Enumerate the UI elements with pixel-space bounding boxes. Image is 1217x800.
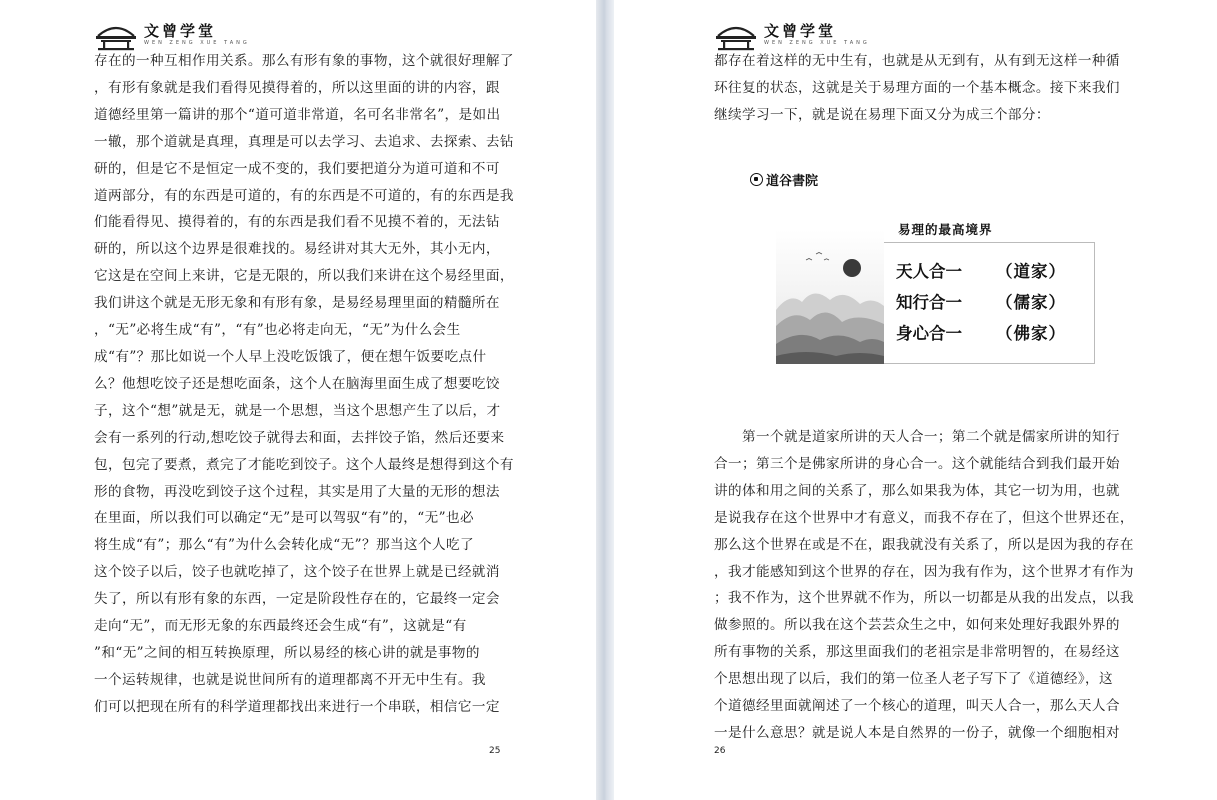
text-line: 第一个就是道家所讲的天人合一；第二个就是儒家所讲的知行 xyxy=(714,429,1120,445)
text-line: ；我不作为，这个世界就不作为，所以一切都是从我的出发点，以我 xyxy=(714,590,1134,607)
left-body-text xyxy=(94,48,514,721)
text-line: 那么这个世界在或是不在，跟我就没有关系了，所以是因为我的存在 xyxy=(714,536,1134,553)
book-gutter xyxy=(596,0,614,800)
figure-row-key: 天人合一 xyxy=(896,262,962,281)
logo-title: 文曾学堂 xyxy=(764,22,837,40)
text-line: 会有一系列的行动,想吃饺子就得去和面，去拌饺子馅，然后还要来 xyxy=(94,429,505,446)
text-line: 子，这个“想”就是无，就是一个思想，当这个思想产生了以后，才 xyxy=(94,402,501,419)
text-line: 们可以把现在所有的科学道理都找出来进行一个串联，相信它一定 xyxy=(94,698,500,715)
logo-title: 文曾学堂 xyxy=(144,22,217,40)
text-line: 做参照的。所以我在这个芸芸众生之中，如何来处理好我跟外界的 xyxy=(714,617,1120,634)
text-line: ”和“无”之间的相互转换原理，所以易经的核心讲的就是事物的 xyxy=(94,644,480,661)
text-line: 一个运转规律，也就是说世间所有的道理都离不开无中生有。我 xyxy=(94,671,486,688)
text-line: 我们讲这个就是无形无象和有形有象，是易经易理里面的精髓所在 xyxy=(94,295,500,312)
text-line: 失了，所以有形有象的东西，一定是阶段性存在的，它最终一定会 xyxy=(94,591,500,608)
text-line: 合一；第三个是佛家所讲的身心合一。这个就能结合到我们最开始 xyxy=(714,455,1120,472)
text-line: ，“无”必将生成“有”，“有”也必将走向无，“无”为什么会生 xyxy=(94,322,461,339)
text-line: 继续学习一下，就是说在易理下面又分为成三个部分： xyxy=(714,106,1050,123)
text-line: 一辙，那个道就是真理，真理是可以去学习、去追求、去探索、去钻 xyxy=(94,133,514,150)
text-line: 形的食物，再没吃到饺子这个过程，其实是用了大量的无形的想法 xyxy=(94,483,500,500)
page-number-right: 26 xyxy=(714,746,726,756)
text-line: 在里面，所以我们可以确定“无”是可以驾驭“有”的，“无”也必 xyxy=(94,510,474,527)
logo-subtitle: WEN ZENG XUE TANG xyxy=(764,40,870,46)
text-line: 道两部分，有的东西是可道的，有的东西是不可道的，有的东西是我 xyxy=(94,187,514,204)
text-line: 么？他想吃饺子还是想吃面条，这个人在脑海里面生成了想要吃饺 xyxy=(94,375,500,392)
figure-heading: 易理的最高境界 xyxy=(898,222,993,237)
brand-name: 道谷書院 xyxy=(766,174,819,189)
right-body-text-top xyxy=(714,48,1120,129)
figure-row-value: （儒家） xyxy=(996,293,1066,312)
figure-yili xyxy=(776,212,1096,364)
mountain-landscape-illustration xyxy=(776,230,884,364)
page-number-left: 25 xyxy=(489,746,501,756)
text-line: 成“有”？那比如说一个人早上没吃饭饿了，便在想午饭要吃点什 xyxy=(94,348,487,365)
figure-row-key: 知行合一 xyxy=(896,293,962,312)
text-line: 走向“无”，而无形无象的东西最终还会生成“有”，这就是“有 xyxy=(94,618,467,635)
text-line: 是说我存在这个世界中才有意义，而我不存在了，但这个世界还在， xyxy=(714,509,1134,526)
right-body-text-bottom xyxy=(714,424,1134,747)
text-line: 都存在着这样的无中生有，也就是从无到有，从有到无这样一种循 xyxy=(714,53,1120,69)
figure-row-value: （道家） xyxy=(996,262,1066,281)
text-line: 道德经里第一篇讲的那个“道可道非常道，名可名非常名”，是如出 xyxy=(94,106,501,123)
text-line: 这个饺子以后，饺子也就吃掉了，这个饺子在世界上就是已经就消 xyxy=(94,564,500,581)
text-line: 将生成“有”；那么“有”为什么会转化成“无”？那当这个人吃了 xyxy=(94,537,474,554)
text-line: 个思想出现了以后，我们的第一位圣人老子写下了《道德经》，这 xyxy=(714,671,1114,688)
text-line: 一是什么意思？就是说人本是自然界的一份子，就像一个细胞相对 xyxy=(714,724,1120,741)
text-line: 研的，但是它不是恒定一成不变的，我们要把道分为道可道和不可 xyxy=(94,160,500,177)
left-page xyxy=(0,0,596,800)
figure-row-3 xyxy=(896,320,1066,344)
figure-row-value: （佛家） xyxy=(996,324,1066,343)
text-line: ，有形有象就是我们看得见摸得着的，所以这里面的讲的内容，跟 xyxy=(94,79,500,96)
text-line: 研的，所以这个边界是很难找的。易经讲对其大无外，其小无内， xyxy=(94,241,500,258)
figure-row-2 xyxy=(896,289,1066,313)
text-line: 包，包完了要煮，煮完了才能吃到饺子。这个人最终是想得到这个有 xyxy=(94,456,514,473)
text-line: ，我才能感知到这个世界的存在，因为我有作为，这个世界才有作为 xyxy=(714,563,1134,580)
publisher-brand xyxy=(750,170,818,189)
right-page xyxy=(614,0,1217,800)
text-line: 它这是在空间上来讲，它是无限的，所以我们来讲在这个易经里面， xyxy=(94,268,514,285)
text-line: 存在的一种互相作用关系。那么有形有象的事物，这个就很好理解了 xyxy=(94,53,514,69)
text-line: 所有事物的关系，那这里面我们的老祖宗是非常明智的，在易经这 xyxy=(714,644,1120,661)
text-line: 个道德经里面就阐述了一个核心的道理，叫天人合一，那么天人合 xyxy=(714,698,1120,715)
text-line: 们能看得见、摸得着的，有的东西是我们看不见摸不着的，无法钻 xyxy=(94,214,500,231)
brand-seal-icon xyxy=(750,173,763,186)
text-line: 环往复的状态，这就是关于易理方面的一个基本概念。接下来我们 xyxy=(714,79,1120,96)
figure-row-1 xyxy=(896,258,1066,282)
logo-subtitle: WEN ZENG XUE TANG xyxy=(144,40,250,46)
text-line: 讲的体和用之间的关系了，那么如果我为体，其它一切为用，也就 xyxy=(714,482,1120,499)
figure-row-key: 身心合一 xyxy=(896,324,962,343)
